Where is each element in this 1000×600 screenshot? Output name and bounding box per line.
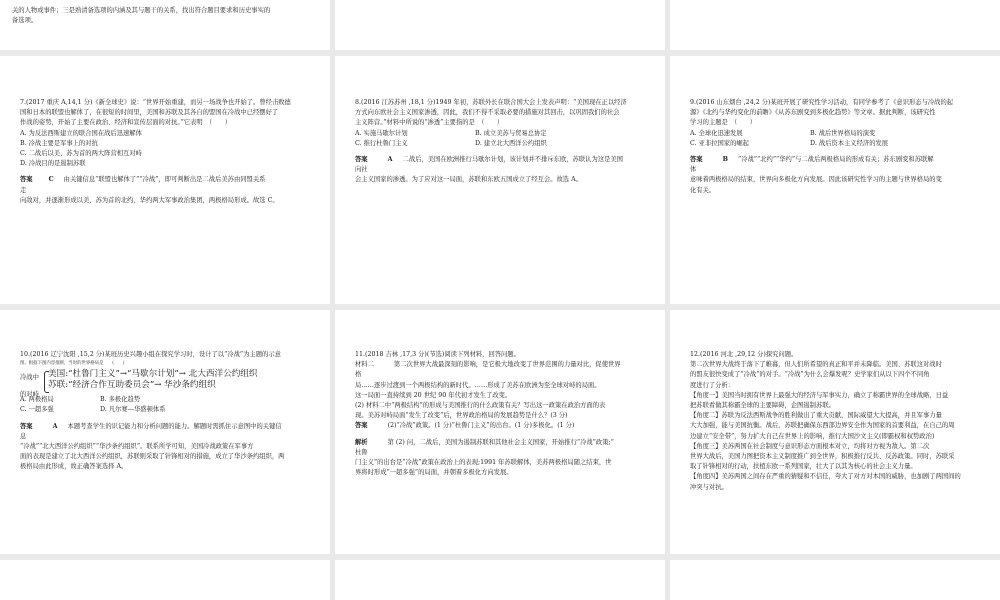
page-fragment-bottom-right [670, 560, 1000, 600]
question-stem-line: 12.(2016 河北 ,29,12 分)探究问题。 [690, 351, 798, 358]
question-12-page [670, 310, 1000, 554]
angle-line: 边建立“安全带”，努力扩大自己在世界上的影响，推行大国沙文主义(即霸权和权势政治) [690, 432, 935, 440]
material-text: 第二次世界大战最深刻的影响，是它极大地改变了世界范围的力量对比，促使世界 [393, 361, 621, 369]
angle-line: 世界大战后，美国力图把资本主义制度推广到全世界，积极推行反共、反苏政策。同时，苏联采 [690, 453, 955, 461]
question-stem-line: 源》《北约与华约变化的前瞻》《从苏东剧变到多极化趋势》等文章。据此判断，该研究性 [690, 109, 936, 117]
analysis-text: 第 (2) 问，二战后，美国为遏制苏联和其他社会主义国家，开始推行“冷战”政策;“ [387, 438, 614, 446]
analysis-line [355, 438, 653, 448]
angle-line: 【角度一】美国当时拥有世界上最强大的经济与军事实力，确立了称霸世界的全球战略，日益 [690, 391, 949, 399]
answer-key: A [52, 422, 58, 430]
angle-line: 【角度四】美苏两国之间存在严重的猜疑和不信任，夸大了对方对本国的威胁，也加剧了两国间的 [690, 473, 961, 481]
answer-text-line: 极格局由此形成，故正确答案选择 A。 [20, 463, 128, 471]
answer-label: 答案 [20, 422, 33, 430]
analysis-text-line: 门主义”的出台是“冷战”政策在政治上的表现;1991 年苏联解体，美苏两极格局随之结束，世 [355, 459, 612, 467]
page-fragment-top-right [670, 0, 1000, 50]
question-stem-line: 7.(2017 重庆 A,14,1 分)《新全球史》说：“世界开始重建，而另一场战争也开始了。曾经击败德 [20, 99, 291, 106]
page-fragment-bottom-middle [335, 560, 665, 600]
option-b: B. 多极化趋势 [100, 396, 141, 404]
question-stem-line: 11.(2018 吉林 ,17,3 分)(节选)阅读下列材料，回答问题。 [355, 351, 520, 358]
answer-text-line: 化有关。 [690, 186, 716, 194]
answer-label: 答案 [355, 156, 368, 164]
question-stem-line: 9.(2016 山东烟台 ,24,2 分)某班开展了研究性学习活动，有同学参考了《意识形态与冷战的起 [690, 99, 954, 106]
analysis-label: 解析 [355, 438, 368, 446]
text-line: 备选项。 [12, 17, 38, 25]
page-fragment-top-left [0, 0, 330, 50]
answer-text-line: 面的表现是建立了北大西洋公约组织，苏联则采取了针锋相对的措施，成立了华沙条约组织，两 [20, 453, 285, 461]
question-stem-line: 方式向东欧社会主义国家渗透，因此，我们不得不采取必要的措施对其回击，以巩固我们的社会 [355, 109, 620, 117]
analysis-text-line: 界将时形成“一超多强”的局面，并朝着多极化方向发展。 [355, 469, 513, 477]
angle-line: 冲突与对抗。 [690, 483, 728, 491]
answer-text: 二战后，美国在欧洲推行马歇尔计划，该计划并不排斥东欧，苏联认为这是美国 [402, 156, 623, 164]
analysis-text-line: 杜鲁 [355, 448, 368, 456]
question-stem-line: 8.(2016 江苏苏州 ,18,1 分)1949 年初，苏联外长在联合国大会上发表声明：“美国现在正以经济 [355, 99, 627, 106]
question-stem-line: 国和日本的联盟也解体了，在很短的时间里，美国和苏联及其各自的盟国在冷战中已经摆好了 [20, 109, 279, 117]
question-stem-line: 的盟友很快变成了“冷战”的对手。“冷战”为什么会爆发呢？史学家们从以下四个不同角 [690, 371, 930, 379]
material-text-line: 这一局面一直持续到 20 世纪 90 年代初才发生了改变。 [355, 391, 512, 399]
answer-key: C [48, 176, 54, 184]
page-fragment-top-middle [335, 0, 665, 50]
option-a: A. 实施马歇尔计划 [355, 129, 408, 137]
answer-text-line: 会主义国家的渗透。为了应对这一局面，苏联和东欧五国成立了经互会。故选 A。 [355, 176, 582, 184]
angle-line: 把苏联看做其称霸全球的主要障碍，企图遏制苏联。 [690, 402, 835, 410]
options-row [690, 129, 988, 139]
answer-text-line: 走 [20, 186, 27, 194]
material-text-line: 局……逐步过渡到一个两极结构的新时代。……形成了美苏在欧洲为至全球对峙的局面。 [355, 381, 601, 389]
angle-line: 【角度三】美苏两国在社会制度与意识形态方面根本对立，均将对方视为敌人。第二次 [690, 442, 930, 450]
answer-label: 答案 [690, 156, 703, 164]
answer-text-line: “冷战”“北大西洋公约组织”“华沙条约组织”。联系所学可知，美国冷战政策在军事方 [20, 443, 254, 451]
answer-text-line: 息 [20, 432, 27, 440]
answer-label: 答案 [355, 422, 368, 430]
answer-text-line: 向敌对，并逐渐形成以美、苏为首的北约、华约两大军事政治集团，两极格局形成。故选 C。 [20, 196, 279, 204]
options-row [355, 139, 653, 149]
question-note: 图。根据下图内容推断，当时的世界格局是 ( ) [20, 361, 125, 367]
sub-question-line: 现。美苏对峙局面“发生了改变”后，世界政治格局的发展趋势是什么？(3 分) [355, 412, 568, 420]
answer-text-line: 意味着两极格局的结束，世界向多极化方向发展。因此该研究性学习的主题与世界格局的变 [690, 176, 942, 184]
option-c: C. 推行杜鲁门主义 [355, 139, 408, 147]
option-d: D. 凡尔赛—华盛顿体系 [100, 406, 166, 414]
question-10-page [0, 310, 330, 554]
options-row [690, 139, 988, 149]
answer-line [20, 422, 318, 432]
option-b: B. 成立美苏与贸易总协定 [475, 129, 547, 137]
text-line: 关的人物或事件；三是熟清备选项的内涵及其与题干的关系，找出符合题目要求和历史事实的 [12, 7, 271, 14]
question-stem-line: 10.(2016 辽宁沈阳 ,15,2 分)某班历史兴趣小组在探究学习时，设计了以“冷战”为主题的示意 [20, 351, 281, 358]
brace-icon [44, 371, 49, 393]
question-11-page [335, 310, 665, 554]
answer-line [20, 175, 318, 185]
question-stem-line: 主义阵营。”材料中所说的“渗透”主要指的是 （ ） [355, 119, 504, 127]
option-b: B. 冷战主要是军事上的对抗 [20, 139, 98, 147]
diagram-right-label: 的对峙 [20, 391, 39, 399]
question-stem-line: 学习的主题是 （ ） [690, 119, 757, 127]
options-row [20, 395, 318, 405]
question-7-page [0, 56, 330, 304]
angle-line: 取了针锋相对的行动，扶植东欧一系列国家，壮大了以其为核心的社会主义力量。 [690, 463, 917, 471]
diagram-ussr-line: 苏联:“经济合作互助委员会”→ 华沙条约组织 [48, 380, 216, 391]
answer-line [355, 421, 653, 431]
option-c: C. 一超多强 [20, 406, 54, 414]
answer-text: (2)“冷战”政策。(1 分)“杜鲁门主义”的出台。(1 分)多极化。(1 分) [387, 422, 575, 430]
sub-question-line: (2) 材料二中“两极结构”的形成与美国推行的什么政策有关？写出这一政策在政治方面的表 [355, 402, 606, 410]
material-text-line: 格 [355, 371, 362, 379]
option-a: A. 为反法西斯建立的联合国在战后迅速解体 [20, 129, 142, 137]
option-d: D. 建立北大西洋公约组织 [475, 139, 547, 147]
material-label: 材料二 [355, 361, 374, 369]
answer-key: B [722, 156, 728, 164]
answer-text-line: 体 [690, 166, 697, 174]
answer-text-line: 向社 [355, 166, 368, 174]
answer-key: A [387, 156, 393, 164]
diagram-usa-line: 美国:“杜鲁门主义”→“马歇尔计划”→ 北大西洋公约组织 [48, 369, 258, 380]
question-stem-line: 第二次世界大战终于落下了帷幕，但人们所希望的真正和平并未降临。美国、苏联这对战时 [690, 361, 942, 369]
question-stem-line: 度进行了分析： [690, 381, 735, 389]
cold-war-diagram [20, 369, 318, 399]
option-d: D. 冷战目的是遏制苏联 [20, 160, 86, 168]
page-fragment-bottom-left [0, 560, 330, 600]
answer-line [690, 155, 988, 165]
option-d: D. 战后资本主义经济的发展 [810, 139, 889, 147]
question-8-page [335, 56, 665, 304]
option-a: A. 两极格局 [20, 396, 54, 404]
question-stem-line: 作战的姿势，开始了主要在政治、经济和宣传层面的对抗。”它表明 （ ） [20, 119, 232, 127]
option-a: A. 全球化迅速发展 [690, 129, 743, 137]
options-row [20, 405, 318, 415]
answer-text: 本题考查学生的识记能力和分析问题的能力。解题时需抓住示意图中的关键信 [67, 422, 282, 430]
angle-line: 大大加强，能与美国抗衡。战后，苏联把确保东西部边界安全作为国家的首要利益，在自己的周 [690, 422, 955, 430]
diagram-left-label: 冷战中 [20, 374, 39, 382]
options-row [355, 129, 653, 139]
question-9-page [670, 56, 1000, 304]
answer-label: 答案 [20, 176, 33, 184]
angle-line: 【角度二】苏联为反法西斯战争的胜利做出了重大贡献，国际威望大大提高，并且军事力量 [690, 412, 942, 420]
answer-text: “冷战”“北约”“华约”与二战后两极格局的形成有关；苏东剧变和苏联解 [737, 156, 934, 164]
answer-text: 由关键信息“联盟也解体了”“冷战”，即可判断出是二战后美苏由同盟关系 [63, 176, 266, 184]
option-b: B. 战后世界格局的演变 [810, 129, 876, 137]
option-c: C. 二战后以美、苏为首的两大阵营相互对峙 [20, 150, 142, 158]
answer-line [355, 155, 653, 165]
option-c: C. 亚非拉国家的崛起 [690, 139, 749, 147]
material-line [355, 360, 653, 370]
